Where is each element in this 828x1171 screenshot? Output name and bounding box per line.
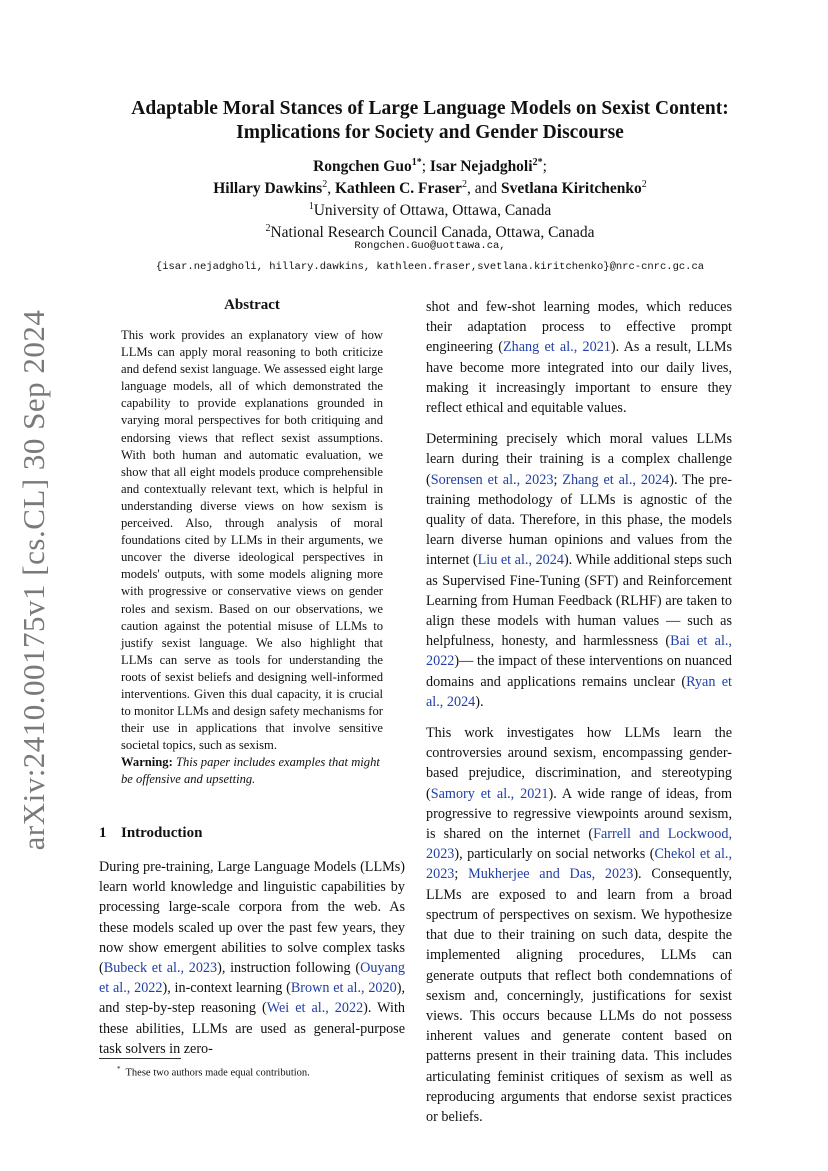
paragraph-text: ), particularly on social networks ( [454,846,655,863]
author-name: Hillary Dawkins [213,180,323,197]
affiliation-sup: 2 [265,222,271,234]
paragraph-text: ). [475,693,484,710]
author-name: Svetlana Kiritchenko [500,180,642,197]
intro-paragraph-sexism [426,723,732,1127]
citation-link[interactable]: Bubeck et al., 2023 [103,960,218,977]
arxiv-stamp-text: arXiv:2410.00175v1 [cs.CL] 30 Sep 2024 [16,309,51,851]
warning-note [121,754,383,788]
citation-link[interactable]: Bai et al., 2022 [426,633,732,670]
authors-line-2 [80,178,780,200]
email-line-1: Rongchen.Guo@uottawa.ca, [354,240,506,252]
arxiv-stamp [14,300,54,860]
author-sep: , [327,180,335,197]
intro-left-column [99,857,405,1059]
paper-title [80,97,780,145]
citation-link[interactable]: Mukherjee and Das, 2023 [468,866,634,883]
intro-paragraph [99,857,405,1059]
footnote-marker: * [117,1065,121,1073]
author-sep: , and [466,180,501,197]
paragraph-text: ). Consequently, LLMs are exposed to and learn from a broad spectrum of perspectives on sexism. We hypothesize that due to their training on such data, despite the implemented aligning procedures, LLMs can generate outputs that reflect both condemnations of sexism and, concerningly, justifications for sexist views. This occurs because LLMs do not possess inherent values and generate content based on patterns present in their training data. This includes articulating feminist critiques of sexism as well as reproducing arguments that endorse sexist practices or beliefs. [426,866,732,1125]
author-block [80,156,780,244]
paragraph-text: Determining precisely which moral values LLMs learn during their training is a complex challenge ( [426,431,732,488]
email-block [80,236,780,278]
section-title: Introduction [121,825,203,841]
footnote [117,1062,310,1081]
paragraph-text: ). While additional steps such as Supervised Fine-Tuning (SFT) and Reinforcement Learning from Human Feedback (RLHF) are taken to align these models with human values — such as helpfulness, honesty, and harmlessness ( [426,552,732,650]
citation-link[interactable]: Brown et al., 2020 [290,980,397,997]
email-line-2: {isar.nejadgholi, hillary.dawkins, kathleen.fraser,svetlana.kiritchenko}@nrc-cnrc.gc.ca [155,261,705,273]
citation-link[interactable]: Ouyang et al., 2022 [99,960,405,997]
author-sup: 1* [411,156,422,168]
author-sep: ; [421,158,430,175]
warning-text: This paper includes examples that might be offensive and upsetting. [121,755,380,787]
paragraph-text: This work investigates how LLMs learn the controversies around sexism, encompassing gender-based prejudice, discrimination, and stereotyping ( [426,725,732,802]
citation-link[interactable]: Zhang et al., 2024 [562,471,670,488]
section-number: 1 [99,825,107,841]
author-name: Isar Nejadgholi [429,158,533,175]
author-sep: ; [542,158,547,175]
abstract [121,327,383,789]
paragraph-text: ). With these abilities, LLMs are used as general-purpose task solvers in zero- [99,1000,405,1057]
paragraph-text: ). The pre-training methodology of LLMs is agnostic of the quality of data. Therefore, in this phase, the models learn diverse human opinions and values from the internet ( [426,471,732,569]
paragraph-text: ). A wide range of ideas, from progressive to regressive viewpoints around sexism, is shared on the internet ( [426,785,732,843]
abstract-text: This work provides an explanatory view of how LLMs can apply moral reasoning to both criticize and defend sexist language. We assessed eight large language models, all of which demonstrated the capability to provide explanations grounded in varying moral perspectives for both critiquing and endorsing views that reflect sexist assumptions. With both human and automatic evaluation, we show that all eight models produce comprehensible and contextually relevant text, which is helpful in understanding diverse views on how sexism is perceived. Also, through analysis of moral foundations cited by LLMs in their arguments, we uncover the diverse ideological perspectives in models' outputs, with some models aligning more with progressive or conservative views on gender roles and sexism. Based on our observations, we caution against the potential misuse of LLMs to justify sexist language. We also highlight that LLMs can serve as tools for understanding the roots of sexist beliefs and designing well-informed interventions. Given this dual capacity, it is crucial to monitor LLMs and design safety mechanisms for their use in applications that involve sensitive societal topics, such as sexism. [121,328,383,753]
citation-link[interactable]: Liu et al., 2024 [477,552,564,569]
citation-link[interactable]: Zhang et al., 2021 [502,339,611,356]
title-line-1: Adaptable Moral Stances of Large Language Models on Sexist Content: [131,98,729,119]
author-name: Rongchen Guo [313,158,412,175]
abstract-heading: Abstract [224,297,280,313]
affiliation-sup: 1 [308,200,314,212]
citation-link[interactable]: Wei et al., 2022 [266,1000,364,1017]
paragraph-text: ), and step-by-step reasoning ( [99,980,405,1017]
paragraph-text: )— the impact of these interventions on nuanced domains and applications remains unclear ( [426,653,732,690]
citation-link[interactable]: Sorensen et al., 2023 [430,471,554,488]
authors-line-1 [80,156,780,178]
citation-link[interactable]: Chekol et al., 2023 [426,846,732,883]
right-column [426,297,732,1127]
paragraph-text: During pre-training, Large Language Models (LLMs) learn world knowledge and linguistic capabilities by processing large-scale corpora from the web. As these models scaled up over the past few years, they now show emergent abilities to solve complex tasks ( [99,859,405,977]
citation-link[interactable]: Ryan et al., 2024 [426,673,732,710]
paragraph-text: ), instruction following ( [217,960,361,977]
paragraph-text: ; [454,866,469,883]
author-sup: 2 [641,178,647,190]
footnote-text: These two authors made equal contribution. [125,1067,310,1079]
affiliation-text: University of Ottawa, Ottawa, Canada [313,202,552,219]
author-sup: 2* [532,156,543,168]
author-name: Kathleen C. Fraser [334,180,462,197]
affiliation-1 [80,200,780,222]
paragraph-text: ). As a result, LLMs have become more integrated into our daily lives, making it increasingly important to ensure they reflect ethical and equitable values. [426,339,732,417]
paragraph-text: ), in-context learning ( [162,980,291,997]
warning-label: Warning: [121,755,173,770]
footnote-rule [99,1058,181,1059]
title-line-2: Implications for Society and Gender Discourse [236,122,624,143]
section-heading-introduction [99,825,202,842]
paragraph-text: shot and few-shot learning modes, which reduces their adaptation process to effective prompt engineering ( [426,299,732,356]
paragraph-text: ; [553,471,563,488]
citation-link[interactable]: Farrell and Lockwood, 2023 [426,826,732,863]
author-sup: 2 [322,178,328,190]
intro-paragraph-continued [426,297,732,418]
affiliation-text: National Research Council Canada, Ottawa, Canada [270,224,595,241]
citation-link[interactable]: Samory et al., 2021 [430,785,549,802]
intro-paragraph-values [426,429,732,712]
author-sup: 2 [461,178,467,190]
